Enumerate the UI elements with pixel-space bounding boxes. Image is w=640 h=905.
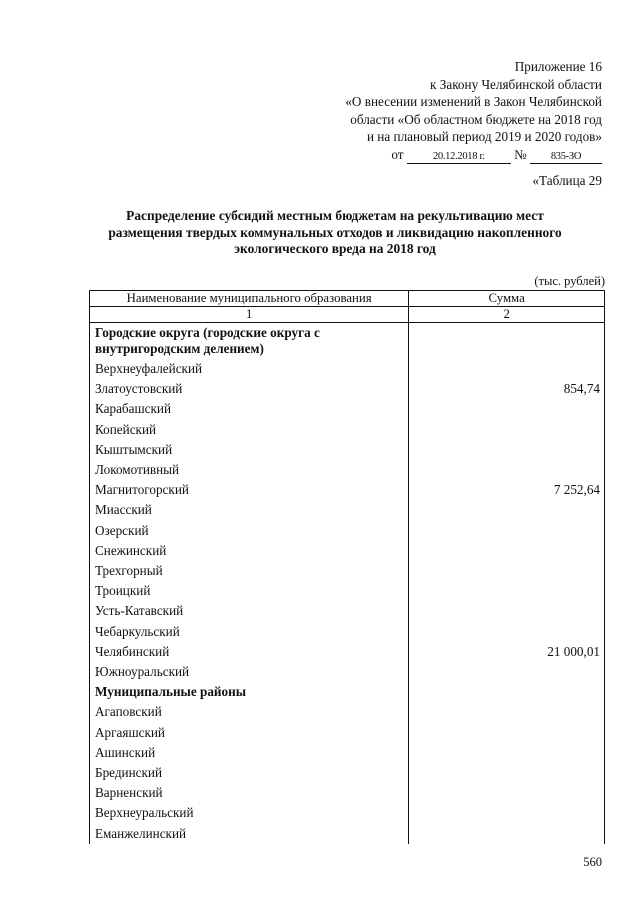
subsidy-amount <box>409 420 605 440</box>
subsidy-amount <box>409 662 605 682</box>
table-row <box>90 581 605 601</box>
municipality-name: Миасский <box>90 500 409 520</box>
municipality-name: Локомотивный <box>90 460 409 480</box>
appendix-line: области «Об областном бюджете на 2018 год <box>350 111 602 127</box>
column-header-name: Наименование муниципального образования <box>90 291 409 307</box>
date-prefix: от <box>391 146 404 162</box>
subsidy-table <box>89 290 605 844</box>
table-row <box>90 662 605 682</box>
subsidy-amount <box>409 763 605 783</box>
municipality-name: Трехгорный <box>90 561 409 581</box>
municipality-name: Верхнеуфалейский <box>90 359 409 379</box>
municipality-name: Копейский <box>90 420 409 440</box>
table-header-row <box>90 291 605 307</box>
subsidy-amount: 21 000,01 <box>409 642 605 662</box>
subsidy-amount <box>409 601 605 621</box>
table-row <box>90 723 605 743</box>
municipality-name: Усть-Катавский <box>90 601 409 621</box>
table-row <box>90 460 605 480</box>
subsidy-amount <box>409 440 605 460</box>
column-number-row <box>90 307 605 323</box>
table-row <box>90 500 605 520</box>
table-row <box>90 642 605 662</box>
municipality-name: Карабашский <box>90 399 409 419</box>
subsidy-amount: 7 252,64 <box>409 480 605 500</box>
subsidy-amount <box>409 783 605 803</box>
table-row <box>90 763 605 783</box>
subsidy-amount <box>409 803 605 823</box>
document-title: Распределение субсидий местным бюджетам на рекультивацию мест размещения твердых коммунальных отходов и ликвидацию накопленного экологического вреда на 2018 год <box>108 208 562 256</box>
subsidy-amount <box>409 399 605 419</box>
subsidy-amount <box>409 561 605 581</box>
section-heading: Муниципальные районы <box>90 682 409 702</box>
municipality-name: Троицкий <box>90 581 409 601</box>
section-heading: Городские округа (городские округа с внутригородским делением) <box>90 323 409 360</box>
table-row <box>90 702 605 722</box>
municipality-name: Челябинский <box>90 642 409 662</box>
table-row <box>90 440 605 460</box>
table-row <box>90 359 605 379</box>
appendix-line: к Закону Челябинской области <box>430 76 602 92</box>
municipality-name: Озерский <box>90 521 409 541</box>
law-date: 20.12.2018 г. <box>407 151 511 164</box>
subsidy-amount <box>409 682 605 702</box>
table-row <box>90 323 605 360</box>
table-row <box>90 622 605 642</box>
subsidy-amount <box>409 702 605 722</box>
municipality-name: Снежинский <box>90 541 409 561</box>
page-number: 560 <box>583 855 602 869</box>
table-row <box>90 783 605 803</box>
municipality-name: Брединский <box>90 763 409 783</box>
appendix-line: «О внесении изменений в Закон Челябинской <box>345 94 602 110</box>
municipality-name: Ашинский <box>90 743 409 763</box>
table-row <box>90 521 605 541</box>
subsidy-amount <box>409 460 605 480</box>
municipality-name: Верхнеуральский <box>90 803 409 823</box>
column-number: 2 <box>409 307 605 323</box>
number-prefix: № <box>514 146 527 162</box>
subsidy-amount <box>409 743 605 763</box>
table-row <box>90 561 605 581</box>
municipality-name: Златоустовский <box>90 379 409 399</box>
municipality-name: Аргаяшский <box>90 723 409 743</box>
law-number: 835-ЗО <box>530 151 602 164</box>
table-row <box>90 480 605 500</box>
subsidy-amount <box>409 323 605 360</box>
subsidy-amount <box>409 824 605 844</box>
appendix-line: Приложение 16 <box>514 59 602 74</box>
law-date-number-line <box>282 146 602 164</box>
municipality-name: Магнитогорский <box>90 480 409 500</box>
municipality-name: Южноуральский <box>90 662 409 682</box>
table-row <box>90 803 605 823</box>
table-row <box>90 541 605 561</box>
municipality-name: Еманжелинский <box>90 824 409 844</box>
table-row <box>90 379 605 399</box>
municipality-name: Чебаркульский <box>90 622 409 642</box>
subsidy-amount <box>409 581 605 601</box>
subsidy-amount <box>409 723 605 743</box>
municipality-name: Варненский <box>90 783 409 803</box>
subsidy-amount <box>409 541 605 561</box>
appendix-header <box>282 58 602 164</box>
table-row <box>90 399 605 419</box>
table-reference: «Таблица 29 <box>532 173 602 188</box>
table-row <box>90 601 605 621</box>
column-number: 1 <box>90 307 409 323</box>
table-row <box>90 824 605 844</box>
table-row <box>90 682 605 702</box>
subsidy-amount <box>409 359 605 379</box>
subsidy-amount: 854,74 <box>409 379 605 399</box>
table-row <box>90 420 605 440</box>
table-body <box>90 323 605 844</box>
municipality-name: Кыштымский <box>90 440 409 460</box>
units-label: (тыс. рублей) <box>534 274 605 288</box>
subsidy-amount <box>409 622 605 642</box>
appendix-line: и на плановый период 2019 и 2020 годов» <box>366 129 602 145</box>
municipality-name: Агаповский <box>90 702 409 722</box>
column-header-sum: Сумма <box>409 291 605 307</box>
subsidy-amount <box>409 521 605 541</box>
subsidy-amount <box>409 500 605 520</box>
table-row <box>90 743 605 763</box>
